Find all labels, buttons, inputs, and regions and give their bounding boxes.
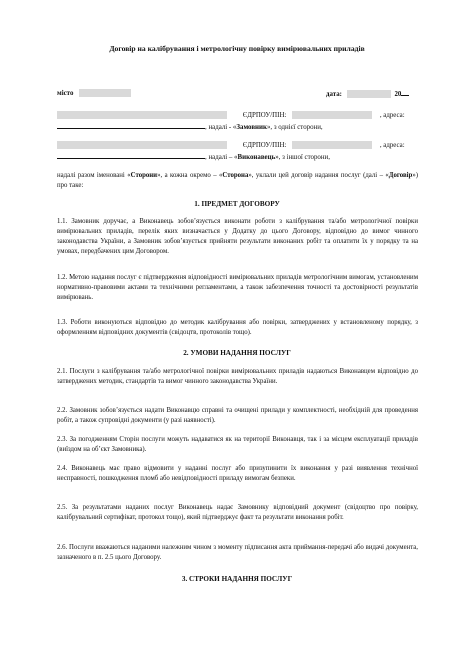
- date-field[interactable]: [347, 90, 391, 98]
- party2-line1: [57, 141, 405, 150]
- party1-role-post: », з однієї сторони,: [266, 124, 323, 131]
- city-field[interactable]: [79, 89, 131, 97]
- clause-2-5: 2.5. За результатами наданих послуг Виконавець надає Замовнику відповідний документ (свідоцтво про повірку, калібрувальний сертифікат, протокол тощо), який підтверджує факт та результати виконання робіт.: [57, 504, 418, 522]
- clause-2-3: 2.3. За погодженням Сторін послуги можуть надаватися як на території Виконавця, так і за місцем експлуатації приладів (виїздом на об’єкт Замовника).: [57, 436, 418, 454]
- clause-1-2: 1.2. Метою надання послуг є підтвердження відповідності вимірювальних приладів метрологічним вимогам, установленим нормативно-правовими актами та технічними регламентами, а також забезпечення точності та достовірності результатів вимірювань.: [57, 274, 418, 302]
- party2-edrpou-field[interactable]: [292, 141, 372, 149]
- party2-role: Виконавець: [237, 154, 276, 161]
- section3-heading: 3. СТРОКИ НАДАННЯ ПОСЛУГ: [181, 575, 293, 583]
- clause-1-1: 1.1. Замовник доручає, а Виконавець зобов’язується виконати роботи з калібрування та/або метрологічної повірки вимірювальних приладів, перелік яких визначається у Додатку до цього Договору, відповідно до вимог чинного законодавства України, а Замовник зобов’язується прийняти результати виконаних робіт та оплатити їх у порядку та на умовах, передбачених цим Договором.: [57, 218, 418, 256]
- party2-name-field[interactable]: [57, 141, 227, 149]
- city-date-line: [57, 89, 131, 98]
- party2-line2: [57, 152, 330, 162]
- party2-role-pre: , надалі – «: [205, 154, 238, 161]
- clause-2-2: 2.2. Замовник зобов’язується надати Виконавцю справні та очищені прилади у комплектності, необхідній для проведення робіт, а також супровідні документи (у разі наявності).: [57, 407, 418, 425]
- party1-role: Замовник: [236, 124, 267, 131]
- intro-term-parties: Сторони: [130, 172, 158, 179]
- year-prefix: 20: [394, 91, 402, 98]
- section1-heading: 1. ПРЕДМЕТ ДОГОВОРУ: [194, 200, 280, 208]
- date-line: [326, 89, 409, 99]
- intro-term-party: Сторона: [222, 172, 249, 179]
- intro-text-3: », уклали цей договір надання послуг (далі – «: [248, 172, 389, 179]
- document-title: Договір на калібрування і метрологічну повірку вимірювальних приладів: [109, 44, 365, 53]
- party2-edrpou-label: ЄДРПОУ/ПІН:: [242, 142, 287, 149]
- intro-text-1: надалі разом іменовані «: [57, 172, 131, 179]
- section2-heading: 2. УМОВИ НАДАННЯ ПОСЛУГ: [183, 349, 291, 357]
- clause-2-1: 2.1. Послуги з калібрування та/або метрологічної повірки вимірювальних приладів надаються Виконавцем відповідно до затверджених методик, стандартів та вимог чинного законодавства України.: [57, 368, 418, 386]
- clause-2-6: 2.6. Послуги вважаються наданими належним чином з моменту підписання акта приймання-передачі або видачі документа, зазначеного в п. 2.5 цього Договору.: [57, 544, 418, 562]
- party1-edrpou-label: ЄДРПОУ/ПІН:: [242, 112, 287, 119]
- party2-role-post: », з іншої сторони,: [275, 154, 330, 161]
- intro-text-2: », а кожна окремо – «: [157, 172, 223, 179]
- party2-address-label: , адреса:: [379, 142, 405, 149]
- intro-text-4: ») про таке:: [57, 172, 419, 190]
- clause-1-3: 1.3. Роботи виконуються відповідно до методик калібрування або повірки, затверджених у встановленому порядку, з оформленням відповідних документів (свідоцтв, протоколів тощо).: [57, 319, 418, 337]
- party1-edrpou-field[interactable]: [292, 111, 372, 119]
- party1-address-field[interactable]: [57, 122, 205, 129]
- intro-paragraph: [57, 171, 418, 191]
- party1-role-pre: , надалі - «: [205, 124, 237, 131]
- date-label: дата:: [326, 91, 342, 98]
- party1-line2: [57, 122, 323, 132]
- party1-line1: [57, 111, 405, 120]
- city-label: місто: [57, 90, 74, 97]
- intro-term-contract: Договір: [388, 172, 413, 179]
- party1-address-label: , адреса:: [379, 112, 405, 119]
- party1-name-field[interactable]: [57, 111, 227, 119]
- clause-2-4: 2.4. Виконавець має право відмовити у наданні послуг або призупинити їх виконання у разі виявлення технічної несправності, пошкодження пломб або невідповідності приладу вимогам безпеки.: [57, 465, 418, 483]
- year-field[interactable]: [401, 89, 409, 96]
- party2-address-field[interactable]: [57, 152, 205, 159]
